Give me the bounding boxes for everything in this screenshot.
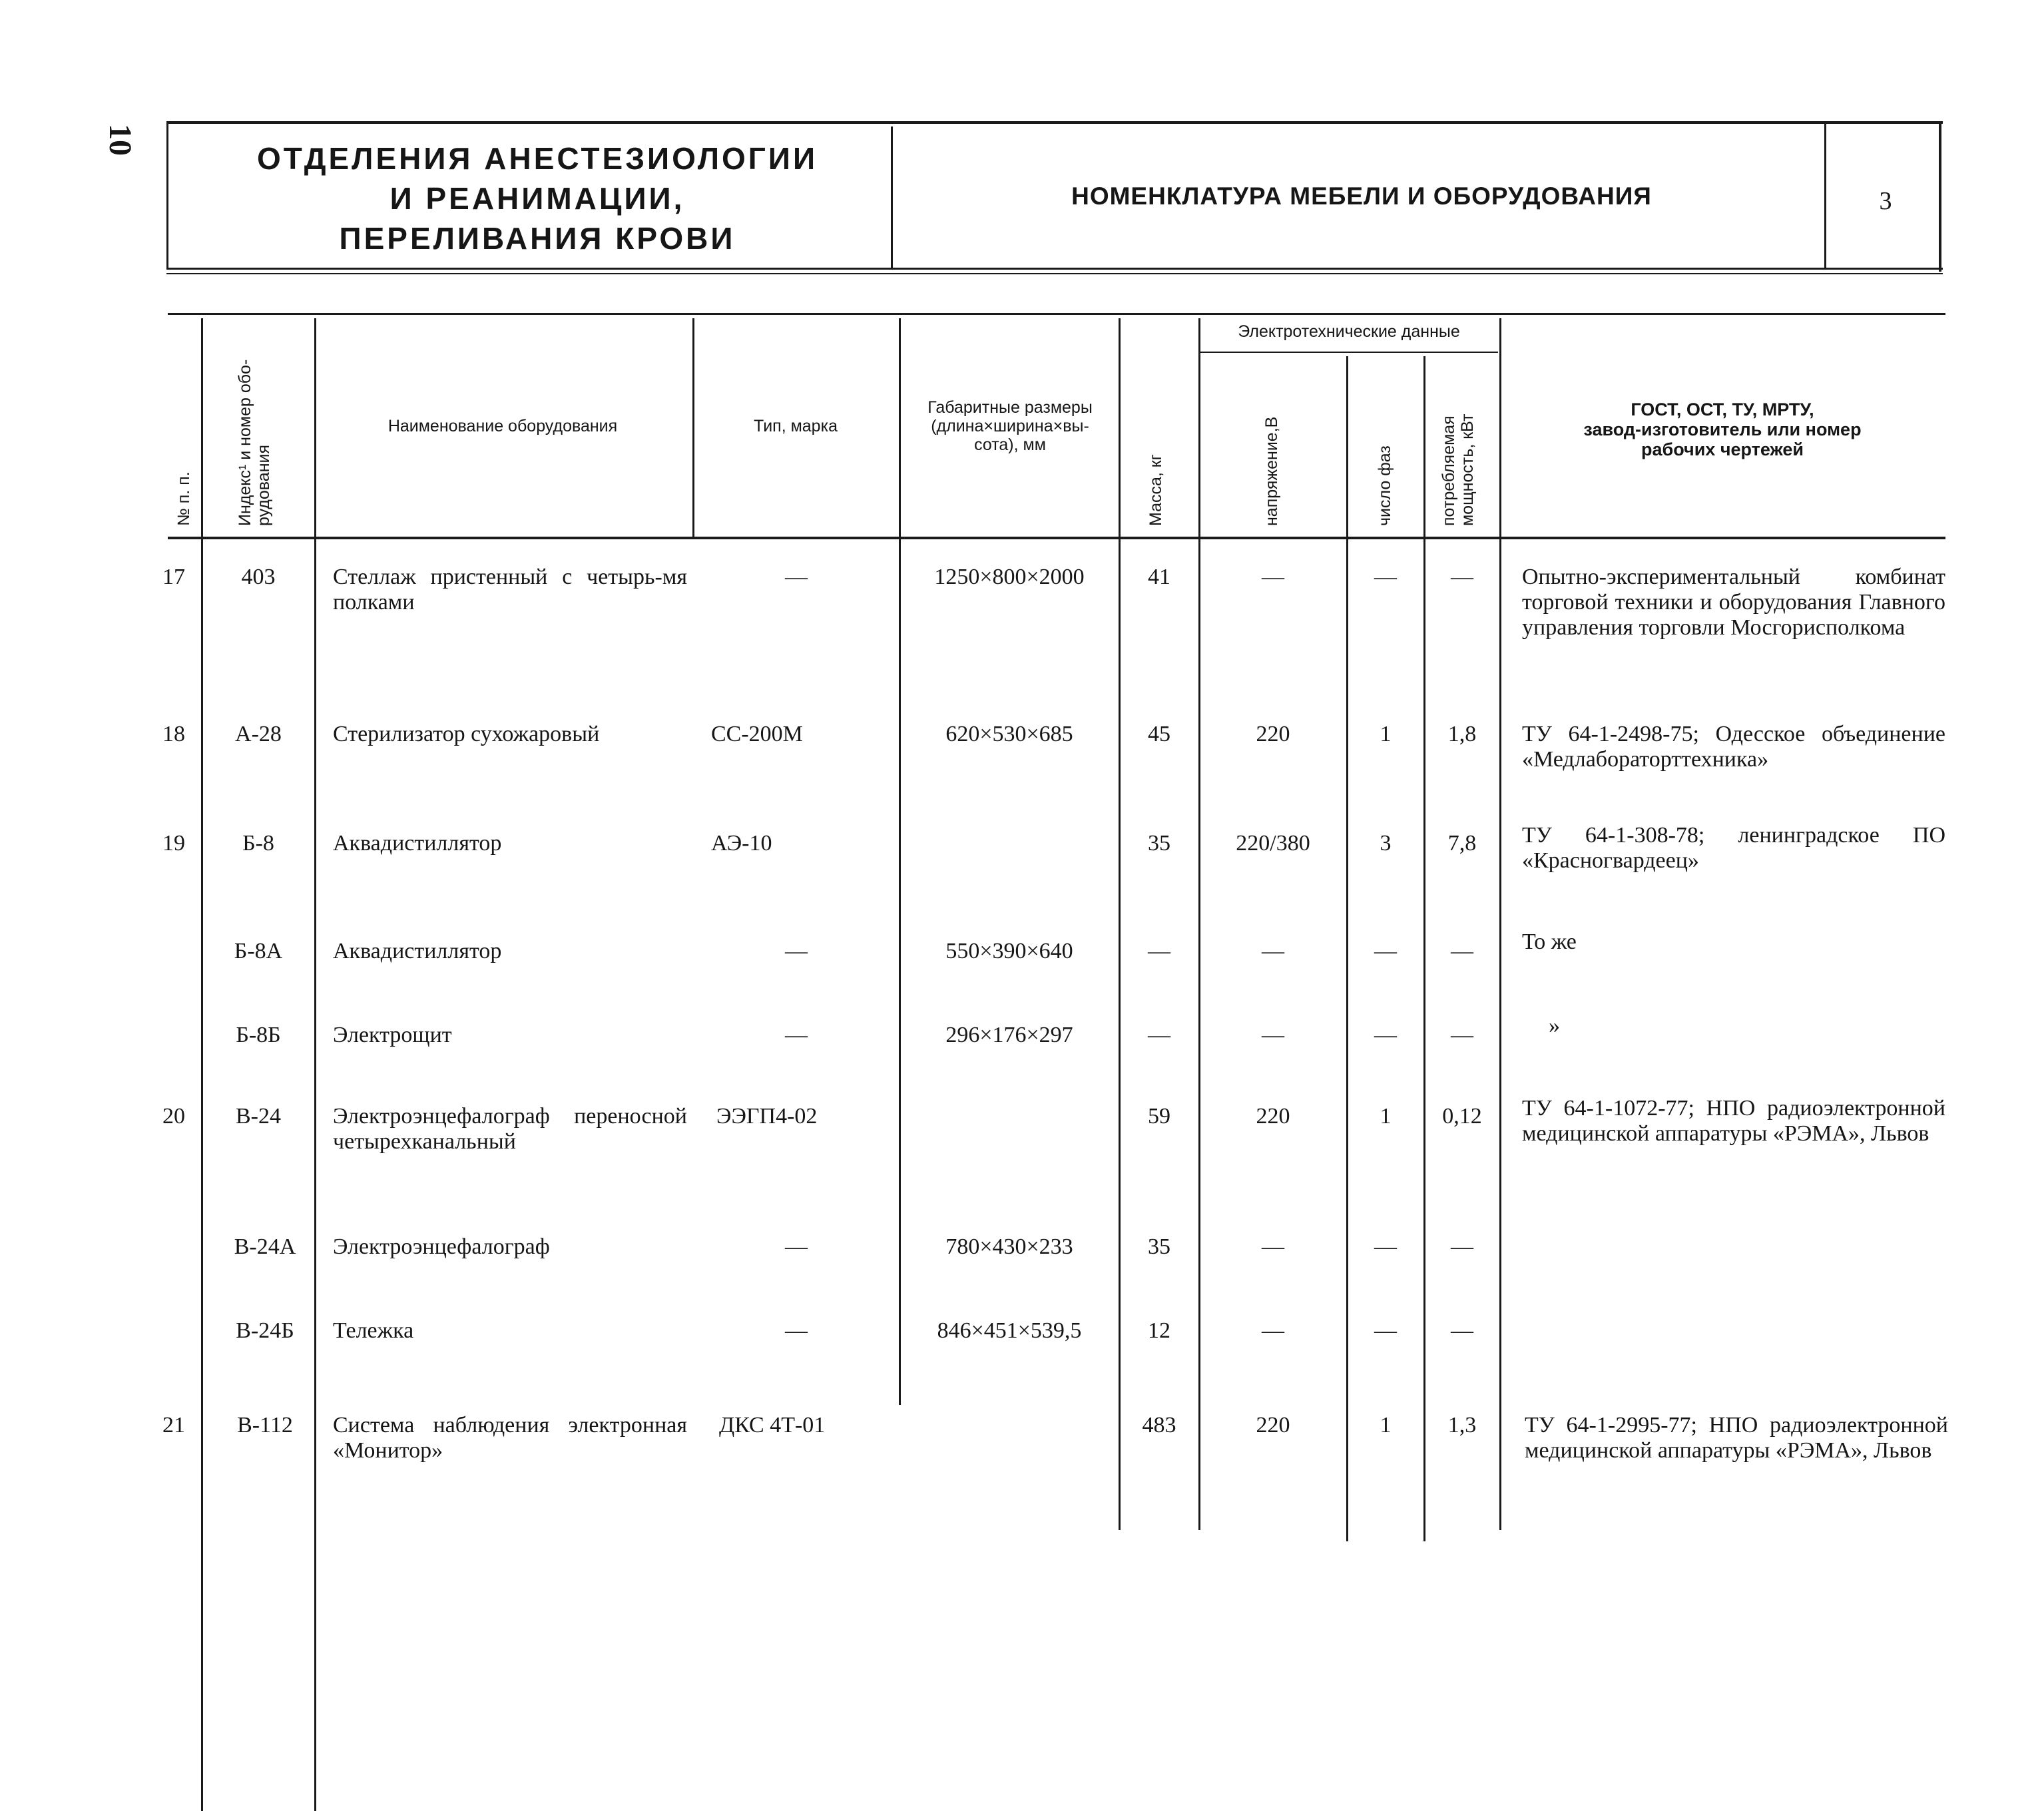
cell-dims: 296×176×297 [945,1023,1073,1047]
cell-num: 18 [162,722,185,746]
cell-power: 1,8 [1447,722,1477,746]
cell-num: 17 [162,565,185,589]
header-type: Тип, марка [754,417,838,435]
cell-index: 403 [241,565,276,589]
cell-phases: — [1374,565,1397,589]
header-voltage: напряжение,В [1262,416,1281,526]
cell-phases: — [1374,1318,1397,1343]
header-phases: число фаз [1376,445,1394,526]
cell-phases: — [1374,1023,1397,1047]
cell-gost: ТУ 64-1-2995-77; НПО радиоэлектронной медицинской аппаратуры «РЭМА», Львов [1525,1413,1948,1463]
cell-index: Б-8 [242,831,274,856]
cell-name: Электроэнцефалограф [333,1234,550,1259]
document-title: НОМЕНКЛАТУРА МЕБЕЛИ И ОБОРУДОВАНИЯ [1071,182,1652,210]
header-gost-line: ГОСТ, ОСТ, ТУ, МРТУ, [1631,399,1814,419]
cell-type: ЭЭГП4-02 [716,1104,818,1129]
cell-dims: 846×451×539,5 [937,1318,1082,1343]
col-divider [1198,318,1200,1530]
cell-mass: — [1148,1023,1170,1047]
cell-index: В-24 [236,1104,281,1129]
cell-mass: 483 [1142,1413,1176,1437]
section-title-line: ОТДЕЛЕНИЯ АНЕСТЕЗИОЛОГИИ [256,141,818,176]
cell-type: ДКС 4Т-01 [719,1413,826,1437]
cell-name: Электроэнцефалограф переносной четырехканальный [333,1104,687,1154]
cell-dims: 780×430×233 [945,1234,1073,1259]
header-index [236,360,273,526]
col-divider [314,318,316,1811]
cell-voltage: 220 [1256,722,1290,746]
table-top-rule [168,313,1945,315]
cell-type: СС-200М [711,722,803,746]
cell-type: — [785,939,808,963]
col-divider [1423,356,1425,1541]
header-name: Наименование оборудования [387,417,618,435]
cell-mass: 59 [1148,1104,1170,1129]
cell-index: В-112 [237,1413,293,1437]
header-dims-line: сота), мм [974,435,1046,454]
cell-index: А-28 [235,722,282,746]
header-power [1439,414,1477,526]
cell-voltage: — [1262,939,1284,963]
col-divider [692,318,694,538]
cell-dims: 550×390×640 [945,939,1073,963]
cell-phases: 1 [1380,722,1392,746]
cell-type: АЭ-10 [711,831,772,856]
header-index-line: Индекс¹ и номер обо- [236,359,254,526]
cell-power: — [1451,1023,1473,1047]
page-number: 10 [103,124,138,156]
cell-power: — [1451,565,1473,589]
col-divider [1499,318,1501,1530]
cell-name: Аквадистиллятор [333,939,502,963]
header-power-line: потребляемая [1439,415,1458,526]
header-dims [904,398,1116,454]
cell-mass: 41 [1148,565,1170,589]
cell-voltage: — [1262,565,1284,589]
cell-phases: 3 [1380,831,1392,856]
cell-mass: 45 [1148,722,1170,746]
cell-gost: ТУ 64-1-2498-75; Одесское объединение «Медлабораторттехника» [1522,722,1945,772]
col-divider [1119,318,1121,1530]
header-gost-line: рабочих чертежей [1641,439,1804,459]
cell-gost: ТУ 64-1-308-78; ленинградское ПО «Красногвардеец» [1522,823,1945,873]
cell-num: 20 [162,1104,185,1129]
cell-gost: » [1549,1013,1560,1038]
cell-voltage: 220 [1256,1413,1290,1437]
cell-power: — [1451,1318,1473,1343]
cell-phases: — [1374,939,1397,963]
cell-mass: 12 [1148,1318,1170,1343]
cell-voltage: 220/380 [1236,831,1310,856]
header-index-line: рудования [254,445,273,526]
cell-name: Стерилизатор сухожаровый [333,722,600,746]
header-gost-line: завод-изготовитель или номер [1583,419,1862,439]
cell-name: Система наблюдения электронная «Монитор» [333,1413,687,1463]
cell-power: — [1451,1234,1473,1259]
col-divider [899,539,901,1405]
electro-group-rule [1198,352,1498,353]
cell-mass: — [1148,939,1170,963]
sheet-number: 3 [1879,187,1892,215]
cell-name: Тележка [333,1318,414,1343]
cell-gost: То же [1522,929,1577,954]
cell-power: 0,12 [1442,1104,1482,1129]
cell-power: — [1451,939,1473,963]
header-dims-line: Габаритные размеры [927,398,1093,417]
cell-index: В-24Б [236,1318,294,1343]
header-power-line: мощность, кВт [1458,413,1477,526]
cell-index: В-24А [234,1234,296,1259]
cell-type: — [785,1234,808,1259]
cell-name: Аквадистиллятор [333,831,502,856]
cell-voltage: — [1262,1023,1284,1047]
cell-gost: ТУ 64-1-1072-77; НПО радиоэлектронной медицинской аппаратуры «РЭМА», Львов [1522,1096,1945,1146]
cell-dims: 1250×800×2000 [934,565,1085,589]
header-gost [1506,399,1939,459]
cell-dims: 620×530×685 [945,722,1073,746]
cell-phases: 1 [1380,1104,1392,1129]
header-dims-line: (длина×ширина×вы- [931,417,1089,435]
cell-type: — [785,1318,808,1343]
cell-name: Электрощит [333,1023,452,1047]
header-bottom-rule [168,537,1945,539]
cell-power: 1,3 [1447,1413,1477,1437]
cell-name: Стеллаж пристенный с четырь-мя полками [333,565,687,615]
cell-gost: Опытно-экспериментальный комбинат торговой техники и оборудования Главного управления торговли Мосгорисполкома [1522,565,1945,640]
cell-power: 7,8 [1447,831,1477,856]
cell-voltage: — [1262,1234,1284,1259]
section-title [174,138,900,258]
cell-phases: — [1374,1234,1397,1259]
header-mass: Масса, кг [1147,454,1165,526]
cell-index: Б-8Б [236,1023,281,1047]
cell-index: Б-8А [234,939,283,963]
cell-type: — [785,1023,808,1047]
col-divider [201,318,203,1811]
cell-voltage: — [1262,1318,1284,1343]
cell-num: 19 [162,831,185,856]
section-title-line: ПЕРЕЛИВАНИЯ КРОВИ [339,221,736,256]
cell-num: 21 [162,1413,185,1437]
cell-voltage: 220 [1256,1104,1290,1129]
header-num: № п. п. [174,471,193,526]
cell-mass: 35 [1148,1234,1170,1259]
header-electro-group: Электротехнические данные [1238,322,1460,341]
cell-mass: 35 [1148,831,1170,856]
col-divider [899,318,901,538]
col-divider [1346,356,1348,1541]
cell-phases: 1 [1380,1413,1392,1437]
cell-type: — [785,565,808,589]
section-title-line: И РЕАНИМАЦИИ, [389,181,685,216]
